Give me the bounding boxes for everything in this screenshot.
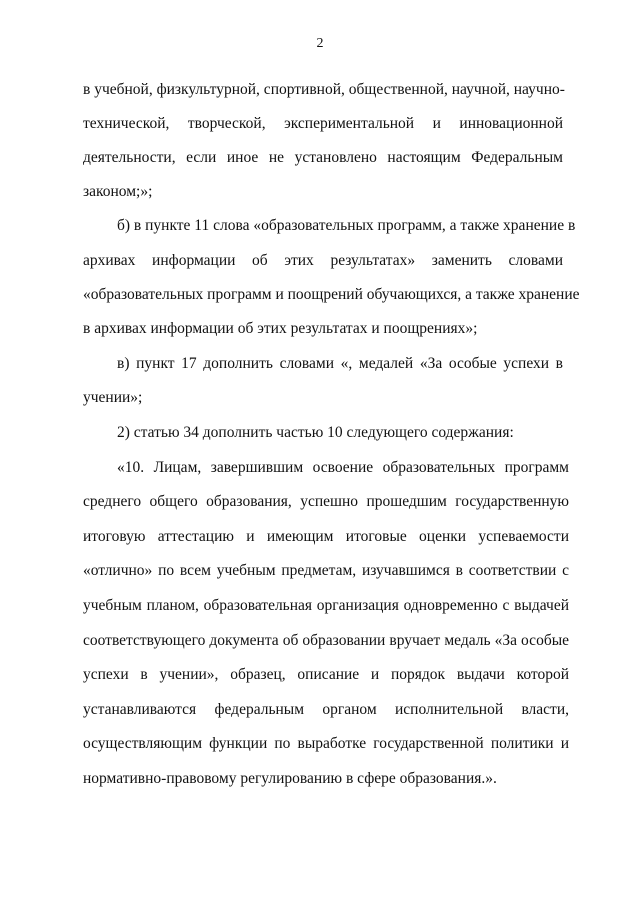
text-line: «отлично» по всем учебным предметам, изучавшимся в соответствии с bbox=[83, 562, 569, 579]
text-line: в архивах информации об этих результатах и поощрениях»; bbox=[83, 320, 478, 337]
text-line: среднего общего образования, успешно прошедшим государственную bbox=[83, 493, 569, 510]
text-line: нормативно-правовому регулированию в сфере образования.». bbox=[83, 770, 497, 787]
text-line: б) в пункте 11 слова «образовательных программ, а также хранение в bbox=[117, 217, 576, 234]
text-line: 2) статью 34 дополнить частью 10 следующего содержания: bbox=[117, 424, 514, 441]
text-line: в) пункт 17 дополнить словами «, медалей «За особые успехи в bbox=[117, 355, 563, 372]
text-line: учебным планом, образовательная организация одновременно с выдачей bbox=[83, 597, 569, 614]
text-line: в учебной, физкультурной, спортивной, общественной, научной, научно- bbox=[83, 81, 565, 98]
text-line: технической, творческой, экспериментальной и инновационной bbox=[83, 115, 563, 132]
text-line: устанавливаются федеральным органом исполнительной власти, bbox=[83, 701, 569, 718]
text-line: успехи в учении», образец, описание и порядок выдачи которой bbox=[83, 666, 569, 683]
page-number: 2 bbox=[316, 36, 324, 51]
text-line: соответствующего документа об образовании вручает медаль «За особые bbox=[83, 632, 569, 649]
text-line: архивах информации об этих результатах» заменить словами bbox=[83, 252, 563, 269]
text-line: «образовательных программ и поощрений обучающихся, а также хранение bbox=[83, 286, 580, 303]
text-line: законом;»; bbox=[83, 183, 153, 200]
text-line: осуществляющим функции по выработке государственной политики и bbox=[83, 735, 569, 752]
text-line: итоговую аттестацию и имеющим итоговые оценки успеваемости bbox=[83, 528, 569, 545]
text-line: учении»; bbox=[83, 389, 143, 406]
text-line: деятельности, если иное не установлено настоящим Федеральным bbox=[83, 149, 563, 166]
text-line: «10. Лицам, завершившим освоение образовательных программ bbox=[117, 459, 569, 476]
